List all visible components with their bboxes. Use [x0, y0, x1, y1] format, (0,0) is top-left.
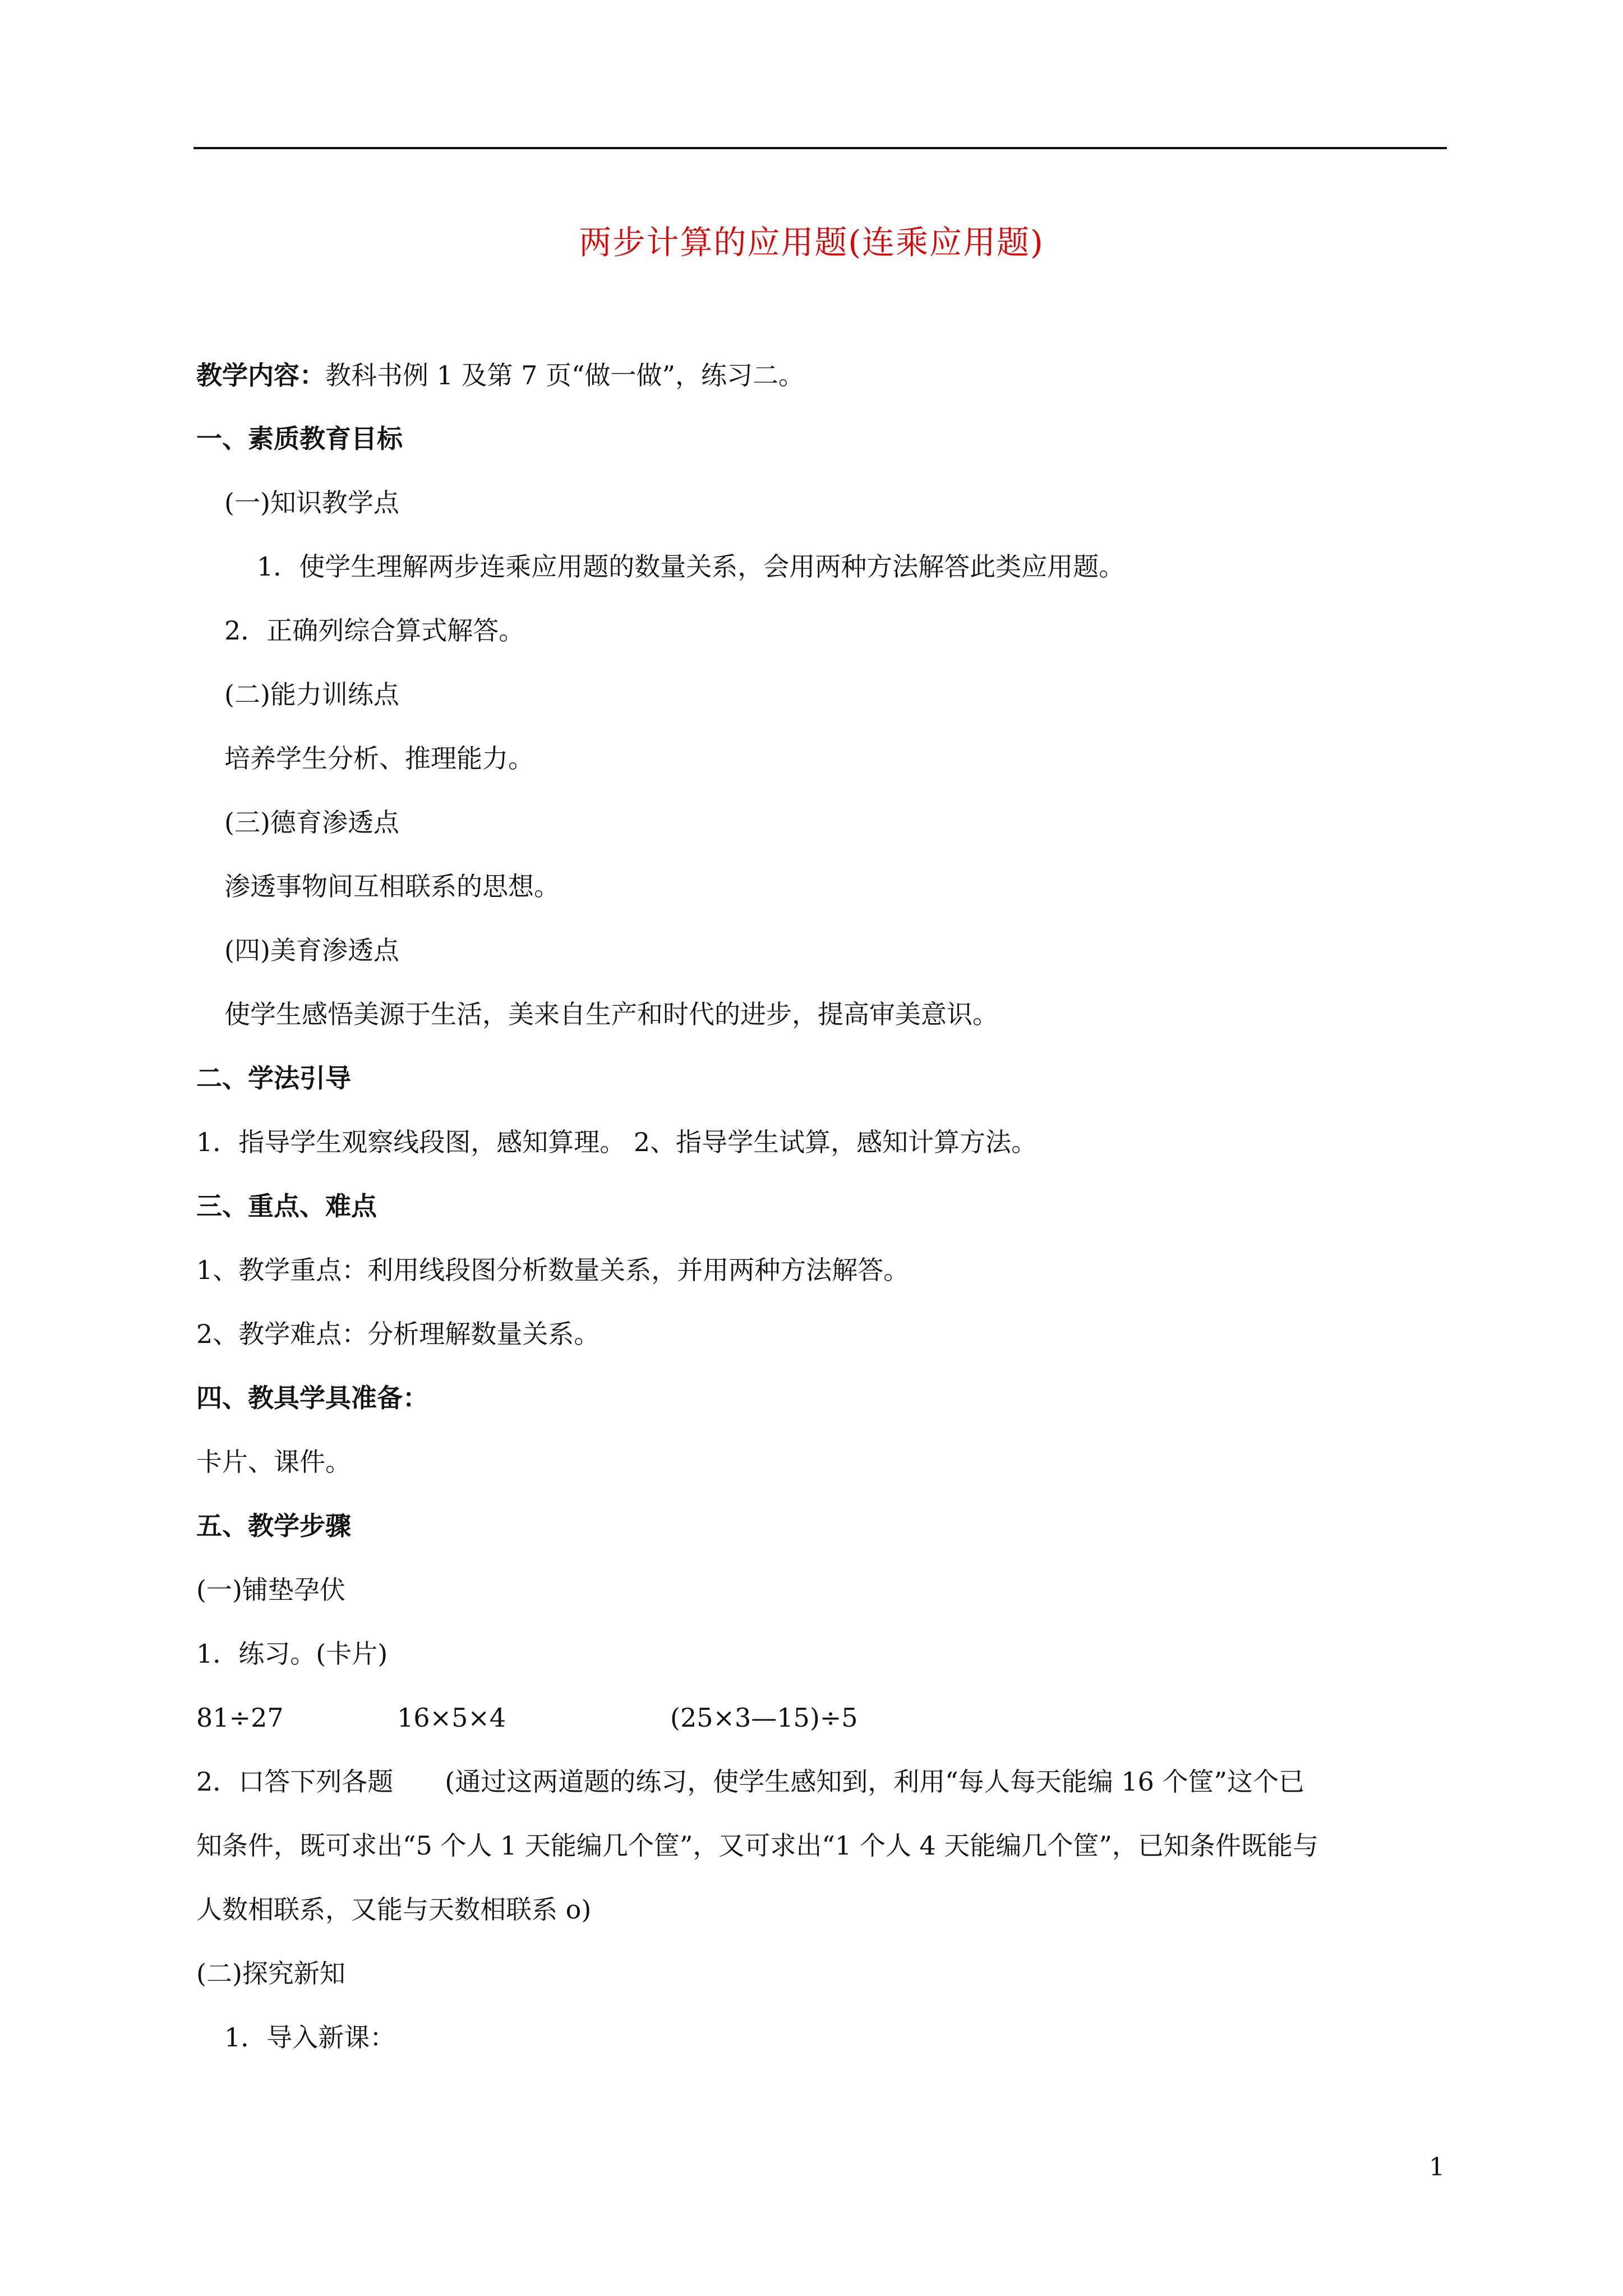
- section-2-para-1: 1．指导学生观察线段图，感知算理。 2、指导学生试算，感知计算方法。: [196, 1127, 1038, 1157]
- section-1-para-3: 渗透事物间互相联系的思想。: [224, 871, 560, 901]
- section-1-sub-3: (三)德育渗透点: [224, 807, 399, 838]
- header-rule: [193, 147, 1447, 149]
- teaching-content-line: [196, 360, 804, 391]
- teaching-content-label: 教学内容：: [196, 360, 325, 390]
- expression-1: 81÷27: [196, 1703, 284, 1733]
- section-4-para-1: 卡片、课件。: [196, 1447, 351, 1477]
- section-3-para-1: 1、教学重点：利用线段图分析数量关系，并用两种方法解答。: [196, 1255, 910, 1285]
- section-1-sub-2: (二)能力训练点: [224, 679, 399, 710]
- section-5-item-3: 1．导入新课：: [224, 2022, 396, 2053]
- section-1-item-2: 2．正确列综合算式解答。: [224, 615, 525, 646]
- section-3-para-2: 2、教学难点：分析理解数量关系。: [196, 1319, 600, 1349]
- expression-3: (25×3—15)÷5: [670, 1703, 858, 1733]
- section-5-item-2-line-2: 知条件，既可求出“5 个人 1 天能编几个筐”，又可求出“1 个人 4 天能编几个筐”，已知条件既能与: [196, 1830, 1318, 1861]
- section-5-sub-1: (一)铺垫孕伏: [196, 1575, 345, 1605]
- section-1-heading: 一、素质教育目标: [196, 424, 403, 454]
- section-5-heading: 五、教学步骤: [196, 1511, 351, 1541]
- section-3-heading: 三、重点、难点: [196, 1191, 377, 1221]
- section-1-item-1: 1．使学生理解两步连乘应用题的数量关系，会用两种方法解答此类应用题。: [257, 551, 1125, 582]
- section-1-sub-4: (四)美育渗透点: [224, 935, 399, 965]
- section-5-item-2-line-3: 人数相联系，又能与天数相联系 o): [196, 1894, 592, 1925]
- teaching-content-text: 教科书例 1 及第 7 页“做一做”，练习二。: [325, 360, 805, 390]
- section-5-item-1: 1．练习。(卡片): [196, 1639, 388, 1669]
- section-1-para-4: 使学生感悟美源于生活，美来自生产和时代的进步，提高审美意识。: [224, 999, 998, 1029]
- section-2-heading: 二、学法引导: [196, 1063, 351, 1093]
- section-4-heading: 四、教具学具准备：: [196, 1383, 428, 1413]
- page-number: 1: [1429, 2153, 1445, 2182]
- section-1-sub-1: (一)知识教学点: [224, 487, 399, 518]
- section-5-sub-2: (二)探究新知: [196, 1958, 345, 1989]
- section-1-para-2: 培养学生分析、推理能力。: [224, 743, 534, 774]
- section-5-item-2-line-1: 2．口答下列各题 (通过这两道题的练习，使学生感知到，利用“每人每天能编 16 个筐”这个已: [196, 1766, 1305, 1797]
- page-title: 两步计算的应用题(连乘应用题): [579, 223, 1044, 261]
- expression-2: 16×5×4: [397, 1703, 506, 1733]
